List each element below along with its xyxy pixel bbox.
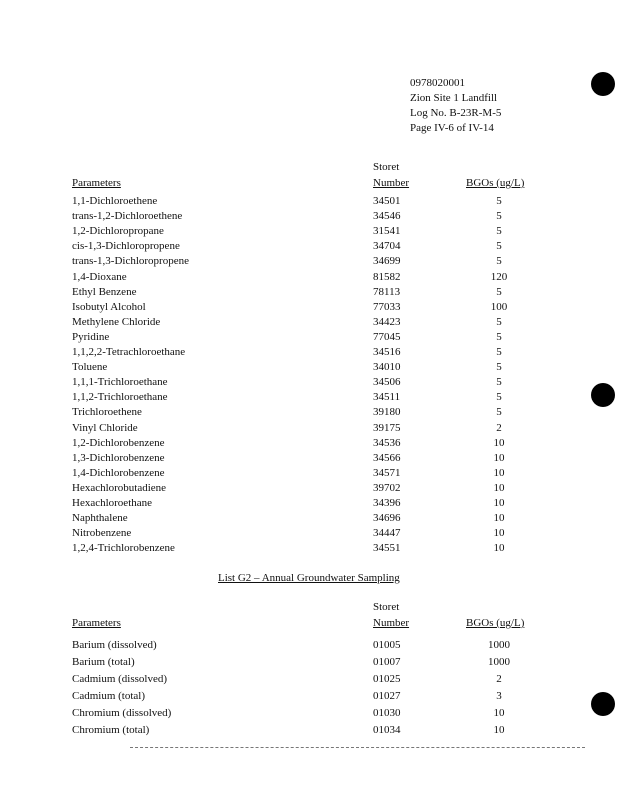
parameter-name: Cadmium (total) bbox=[72, 690, 146, 702]
table-row bbox=[0, 254, 642, 269]
parameters-header: Parameters bbox=[72, 177, 121, 189]
storet-number: 34516 bbox=[373, 346, 401, 358]
storet-number-header-2: Number bbox=[373, 617, 410, 629]
storet-number: 78113 bbox=[373, 285, 401, 298]
storet-number: 34551 bbox=[373, 542, 401, 555]
section-title-list-g2: List G2 – Annual Groundwater Sampling bbox=[218, 572, 400, 584]
page-number: Page IV-6 of IV-14 bbox=[410, 122, 494, 134]
storet-number-header: Number bbox=[373, 177, 410, 189]
parameter-name: Pyridine bbox=[72, 330, 110, 343]
storet-number: 01005 bbox=[373, 639, 401, 651]
parameter-name: 1,1-Dichloroethene bbox=[72, 195, 158, 207]
storet-number: 39175 bbox=[373, 421, 401, 434]
bgo-value: 5 bbox=[496, 361, 502, 374]
parameter-name: Vinyl Chloride bbox=[72, 421, 138, 434]
table-row bbox=[0, 541, 642, 556]
bgo-value: 5 bbox=[496, 406, 502, 419]
bgo-value: 2 bbox=[496, 673, 502, 685]
table-row bbox=[0, 194, 642, 209]
bgo-value: 3 bbox=[496, 690, 502, 702]
document-header bbox=[410, 76, 501, 136]
table-row bbox=[0, 436, 642, 451]
table-row bbox=[0, 451, 642, 466]
table-row bbox=[0, 672, 642, 687]
bgo-header: BGOs (ug/L) bbox=[466, 177, 525, 189]
table-row bbox=[0, 511, 642, 526]
storet-number: 34447 bbox=[373, 527, 401, 540]
table-row bbox=[0, 481, 642, 496]
site-name: Zion Site 1 Landfill bbox=[410, 92, 498, 104]
storet-number: 34506 bbox=[373, 376, 401, 389]
storet-number: 77045 bbox=[373, 330, 401, 343]
storet-header-line1-2: Storet bbox=[373, 601, 400, 613]
storet-number: 01007 bbox=[373, 656, 401, 668]
storet-header-line1: Storet bbox=[373, 161, 400, 173]
parameter-name: Nitrobenzene bbox=[72, 527, 132, 540]
bgo-value: 5 bbox=[496, 240, 502, 253]
bgo-value: 5 bbox=[496, 255, 502, 268]
table-row bbox=[0, 345, 642, 360]
bgo-value: 5 bbox=[496, 346, 502, 358]
storet-number: 34699 bbox=[373, 255, 401, 268]
table-row bbox=[0, 360, 642, 375]
parameter-name: Chromium (total) bbox=[72, 724, 150, 736]
parameter-name: 1,2-Dichlorobenzene bbox=[72, 436, 165, 449]
table-row bbox=[0, 689, 642, 704]
storet-number: 01027 bbox=[373, 690, 401, 702]
table-row bbox=[0, 285, 642, 300]
storet-number: 34423 bbox=[373, 315, 401, 328]
bgo-value: 10 bbox=[493, 724, 505, 736]
table-row bbox=[0, 405, 642, 420]
table-row bbox=[0, 209, 642, 224]
scan-artifact-line bbox=[130, 747, 585, 748]
bgo-value: 5 bbox=[496, 376, 502, 389]
table-row bbox=[0, 638, 642, 653]
parameter-name: 1,4-Dichlorobenzene bbox=[72, 466, 165, 479]
table-row bbox=[0, 270, 642, 285]
table-row bbox=[0, 375, 642, 390]
bgo-value: 5 bbox=[496, 195, 502, 207]
bgo-value: 5 bbox=[496, 285, 502, 298]
parameters-header-2: Parameters bbox=[72, 617, 121, 629]
document-id: 0978020001 bbox=[410, 77, 465, 89]
storet-number: 34010 bbox=[373, 361, 401, 374]
storet-number: 34511 bbox=[373, 391, 401, 404]
bgo-value: 5 bbox=[496, 391, 502, 404]
bgo-value: 10 bbox=[493, 481, 505, 494]
bgo-value: 10 bbox=[493, 527, 505, 540]
table-row bbox=[0, 706, 642, 721]
parameter-name: cis-1,3-Dichloropropene bbox=[72, 240, 180, 253]
table-row bbox=[0, 496, 642, 511]
table-row bbox=[0, 300, 642, 315]
table-row bbox=[0, 421, 642, 436]
parameter-name: trans-1,2-Dichloroethene bbox=[72, 210, 183, 223]
table-row bbox=[0, 390, 642, 405]
parameter-name: 1,2,4-Trichlorobenzene bbox=[72, 542, 175, 555]
table-row bbox=[0, 723, 642, 738]
parameter-name: Trichloroethene bbox=[72, 406, 142, 419]
storet-number: 77033 bbox=[373, 300, 401, 313]
parameter-name: Cadmium (dissolved) bbox=[72, 673, 168, 685]
storet-number: 34536 bbox=[373, 436, 401, 449]
table-row bbox=[0, 224, 642, 239]
table-row bbox=[0, 655, 642, 670]
bgo-value: 2 bbox=[496, 421, 502, 434]
bgo-value: 5 bbox=[496, 315, 502, 328]
storet-number: 34696 bbox=[373, 512, 401, 525]
storet-number: 34396 bbox=[373, 497, 401, 509]
storet-number: 34704 bbox=[373, 240, 401, 253]
parameter-name: Methylene Chloride bbox=[72, 315, 161, 328]
table-row bbox=[0, 466, 642, 481]
log-number: Log No. B-23R-M-5 bbox=[410, 107, 502, 119]
bgo-value: 10 bbox=[493, 542, 505, 555]
bgo-value: 10 bbox=[493, 497, 505, 509]
parameter-name: 1,3-Dichlorobenzene bbox=[72, 451, 165, 464]
storet-number: 81582 bbox=[373, 270, 401, 283]
table-row bbox=[0, 315, 642, 330]
parameter-name: Isobutyl Alcohol bbox=[72, 300, 146, 313]
storet-number: 01030 bbox=[373, 707, 401, 719]
bgo-value: 1000 bbox=[488, 656, 510, 668]
bgo-header-2: BGOs (ug/L) bbox=[466, 617, 525, 629]
parameter-name: 1,1,2-Trichloroethane bbox=[72, 391, 168, 404]
storet-number: 34566 bbox=[373, 451, 401, 464]
bgo-value: 10 bbox=[493, 466, 505, 479]
storet-number: 01034 bbox=[373, 724, 401, 736]
storet-number: 01025 bbox=[373, 673, 401, 685]
table-row bbox=[0, 526, 642, 541]
parameter-name: Toluene bbox=[72, 361, 108, 374]
bgo-value: 10 bbox=[493, 436, 505, 449]
parameter-name: trans-1,3-Dichloropropene bbox=[72, 255, 189, 268]
bgo-value: 120 bbox=[490, 270, 508, 283]
bgo-value: 1000 bbox=[488, 639, 510, 651]
table-row bbox=[0, 239, 642, 254]
parameter-name: Barium (dissolved) bbox=[72, 639, 157, 651]
table-row bbox=[0, 330, 642, 345]
storet-number: 34501 bbox=[373, 195, 401, 207]
parameter-name: Hexachlorobutadiene bbox=[72, 481, 167, 494]
storet-number: 34546 bbox=[373, 210, 401, 223]
parameter-name: Naphthalene bbox=[72, 512, 128, 525]
storet-number: 31541 bbox=[373, 225, 401, 238]
punch-hole-top bbox=[591, 72, 615, 96]
parameter-name: 1,1,2,2-Tetrachloroethane bbox=[72, 346, 186, 358]
parameter-name: Chromium (dissolved) bbox=[72, 707, 172, 719]
bgo-value: 10 bbox=[493, 451, 505, 464]
bgo-value: 10 bbox=[493, 512, 505, 525]
bgo-value: 10 bbox=[493, 707, 505, 719]
bgo-value: 5 bbox=[496, 210, 502, 223]
storet-number: 34571 bbox=[373, 466, 401, 479]
bgo-value: 5 bbox=[496, 330, 502, 343]
parameter-name: Hexachloroethane bbox=[72, 497, 153, 509]
parameter-name: 1,4-Dioxane bbox=[72, 270, 127, 283]
storet-number: 39702 bbox=[373, 481, 401, 494]
parameter-name: Barium (total) bbox=[72, 656, 135, 668]
parameter-name: Ethyl Benzene bbox=[72, 285, 137, 298]
bgo-value: 100 bbox=[490, 300, 508, 313]
storet-number: 39180 bbox=[373, 406, 401, 419]
parameter-name: 1,1,1-Trichloroethane bbox=[72, 376, 168, 389]
parameter-name: 1,2-Dichloropropane bbox=[72, 225, 164, 238]
bgo-value: 5 bbox=[496, 225, 502, 238]
